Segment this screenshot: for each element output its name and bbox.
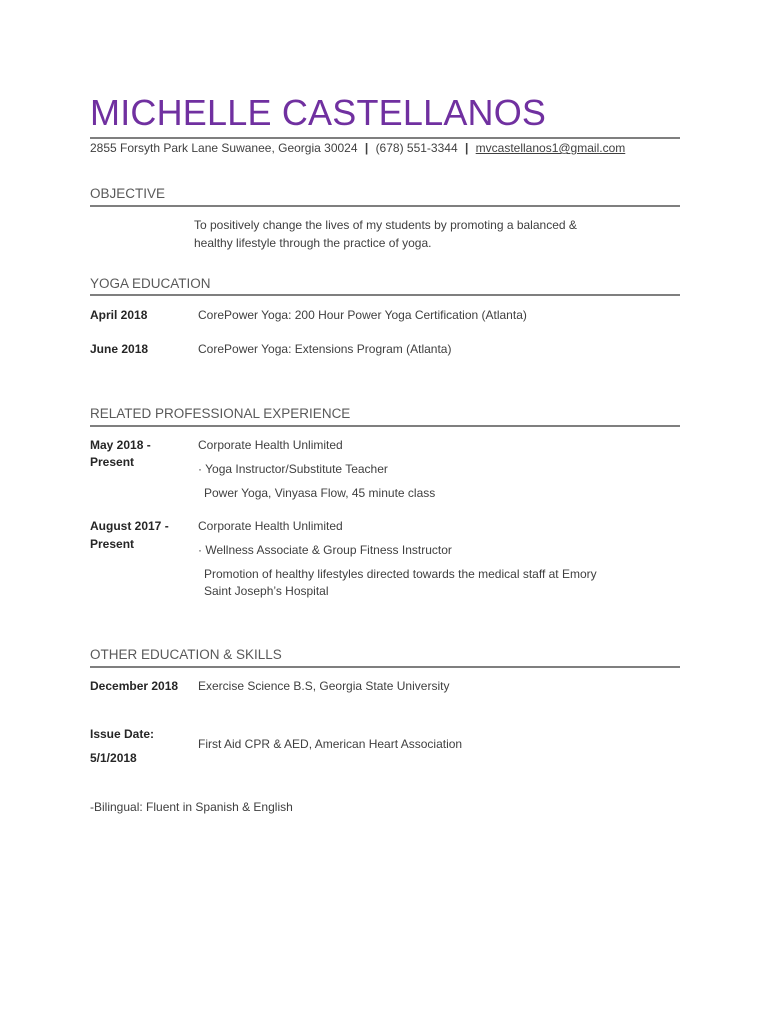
job-role: · Wellness Associate & Group Fitness Instructor <box>198 543 452 557</box>
experience-date: May 2018 - <box>90 438 151 452</box>
candidate-name: MICHELLE CASTELLANOS <box>90 92 547 133</box>
contact-line <box>90 140 625 156</box>
address-text: 2855 Forsyth Park Lane Suwanee, Georgia 30024 <box>90 141 358 155</box>
experience-heading: RELATED PROFESSIONAL EXPERIENCE <box>90 406 351 421</box>
degree-text: Exercise Science B.S, Georgia State University <box>198 679 450 693</box>
certification-text: First Aid CPR & AED, American Heart Association <box>198 737 463 751</box>
section-divider <box>90 205 680 207</box>
job-role: · Yoga Instructor/Substitute Teacher <box>198 462 388 476</box>
education-date: April 2018 <box>90 308 148 322</box>
section-divider <box>90 294 680 296</box>
other-education-heading: OTHER EDUCATION & SKILLS <box>90 647 282 662</box>
contact-separator: | <box>364 141 369 155</box>
phone-text: (678) 551-3344 <box>375 141 458 155</box>
section-divider <box>90 425 680 427</box>
contact-separator: | <box>464 141 469 155</box>
education-item: CorePower Yoga: 200 Hour Power Yoga Certification (Atlanta) <box>198 308 527 322</box>
section-divider <box>90 666 680 668</box>
job-detail: Saint Joseph’s Hospital <box>204 584 329 598</box>
header-divider <box>90 137 680 139</box>
objective-heading: OBJECTIVE <box>90 186 166 201</box>
employer-name: Corporate Health Unlimited <box>198 438 343 452</box>
experience-date: August 2017 - <box>90 519 169 533</box>
employer-name: Corporate Health Unlimited <box>198 519 343 533</box>
bilingual-skill: -Bilingual: Fluent in Spanish & English <box>90 800 293 814</box>
issue-date-value: 5/1/2018 <box>90 751 137 765</box>
objective-line: healthy lifestyle through the practice of yoga. <box>194 236 432 250</box>
yoga-education-heading: YOGA EDUCATION <box>90 276 211 291</box>
degree-date: December 2018 <box>90 679 179 693</box>
experience-date: Present <box>90 537 135 551</box>
objective-line: To positively change the lives of my students by promoting a balanced & <box>194 218 577 232</box>
job-detail: Power Yoga, Vinyasa Flow, 45 minute class <box>204 486 436 500</box>
education-date: June 2018 <box>90 342 149 356</box>
email-link[interactable]: mvcastellanos1@gmail.com <box>475 141 626 155</box>
issue-date-label: Issue Date: <box>90 727 155 741</box>
education-item: CorePower Yoga: Extensions Program (Atlanta) <box>198 342 452 356</box>
job-detail: Promotion of healthy lifestyles directed towards the medical staff at Emory <box>204 567 597 581</box>
experience-date: Present <box>90 455 135 469</box>
